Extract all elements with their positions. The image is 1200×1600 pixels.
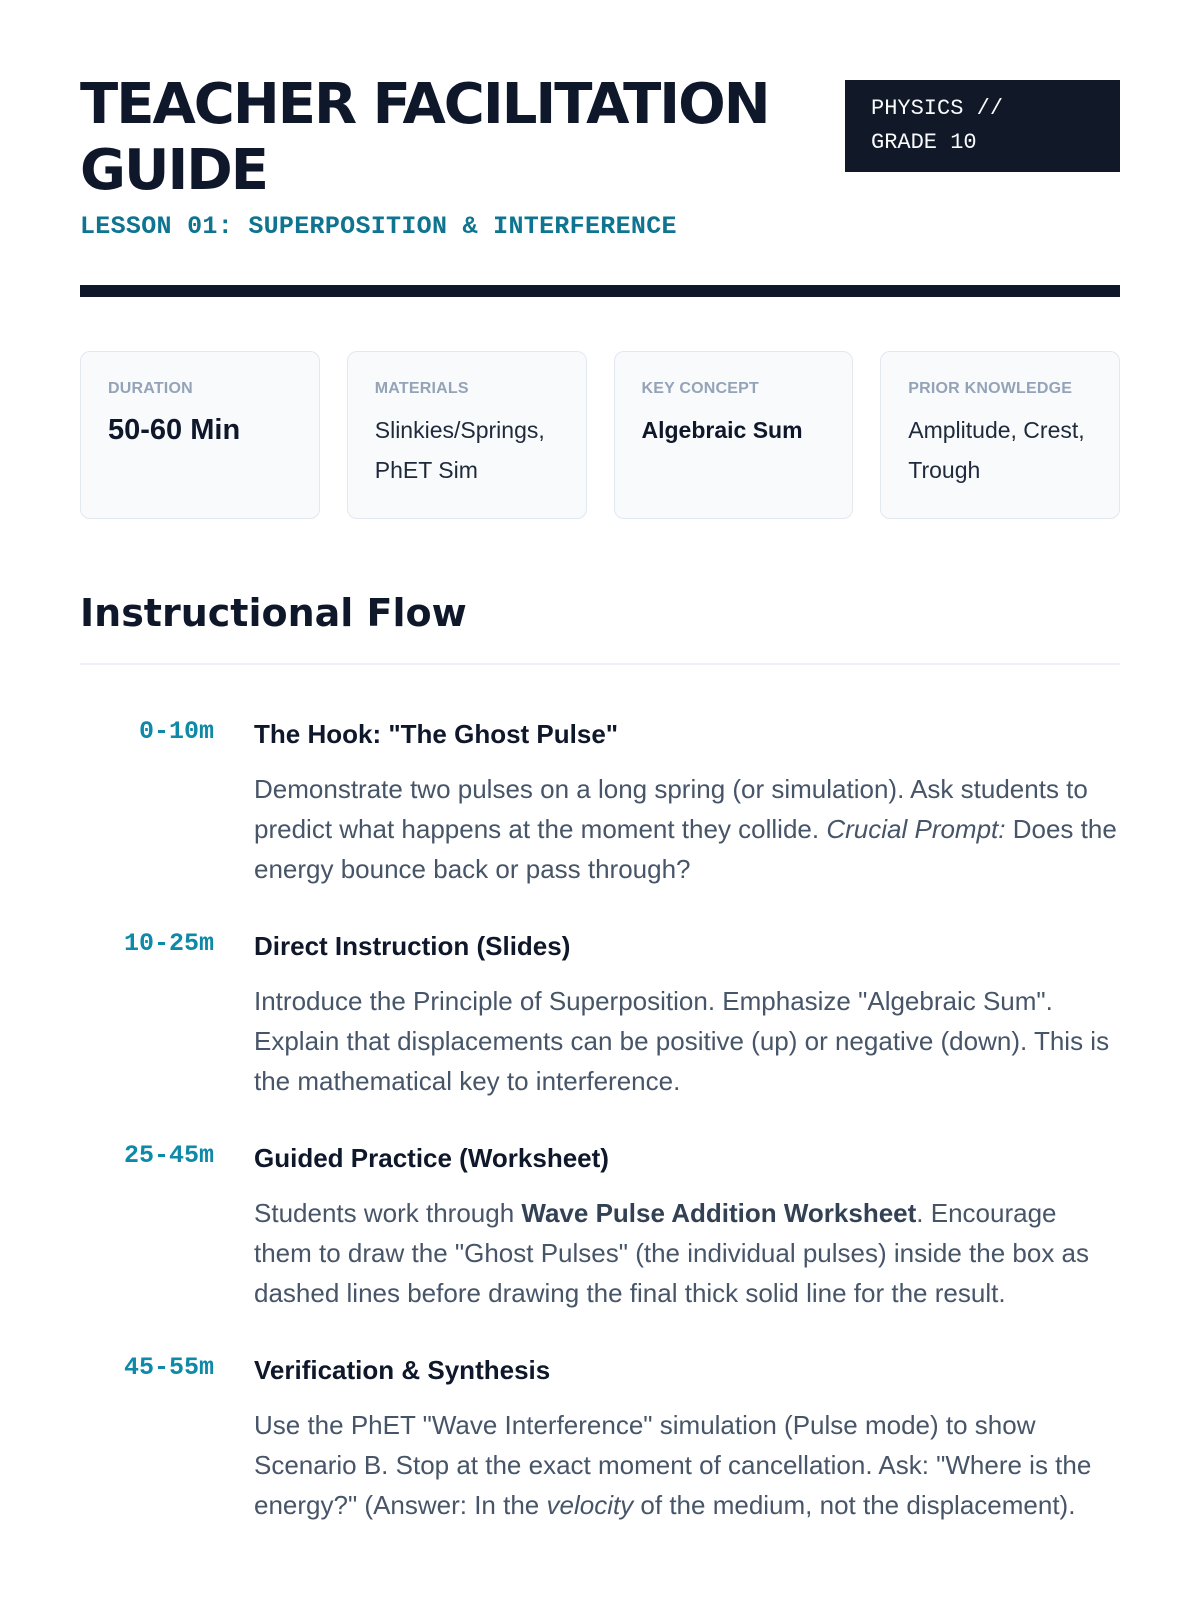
flow-text-part: Use the PhET "Wave Interference" simulation (Pulse mode) to show Scenario B. Stop at the exact moment of cancellation. Ask: "Where is the energy?" (Answer: In the xyxy=(254,1410,1092,1520)
flow-item-hook xyxy=(80,717,1120,889)
title-line-1: TEACHER FACILITATION xyxy=(80,72,769,137)
flow-text xyxy=(254,1193,1120,1313)
card-label: DURATION xyxy=(108,380,193,397)
title-block xyxy=(80,72,800,241)
flow-item-direct-instruction xyxy=(80,929,1120,1101)
card-value: Algebraic Sum xyxy=(641,417,803,443)
flow-body xyxy=(254,1141,1120,1313)
lesson-subtitle: LESSON 01: SUPERPOSITION & INTERFERENCE xyxy=(80,212,677,241)
flow-text: Introduce the Principle of Superposition. Emphasize "Algebraic Sum". Explain that displacements can be positive (up) or negative (down). This is the mathematical key to interference. xyxy=(254,986,1110,1096)
card-key-concept xyxy=(614,351,854,519)
flow-text-part: of the medium, not the displacement). xyxy=(633,1490,1076,1520)
card-label: PRIOR KNOWLEDGE xyxy=(908,380,1073,397)
flow-text-emphasis: Crucial Prompt: xyxy=(826,814,1006,844)
flow-item-verification xyxy=(80,1353,1120,1525)
flow-time: 0-10m xyxy=(138,717,214,746)
flow-text-part: . Encourage them to draw the "Ghost Pulses" (the individual pulses) inside the box as dashed lines before drawing the final thick solid line for the result. xyxy=(254,1198,1090,1308)
flow-body xyxy=(254,717,1120,889)
card-value: Slinkies/Springs, PhET Sim xyxy=(374,417,545,483)
badge-grade: GRADE 10 xyxy=(871,130,977,155)
card-duration xyxy=(80,351,320,519)
flow-text-part: Demonstrate two pulses on a long spring (or simulation). Ask students to predict what happens at the moment they collide. xyxy=(254,774,1088,844)
flow-time: 10-25m xyxy=(123,929,214,958)
flow-title: The Hook: "The Ghost Pulse" xyxy=(254,719,619,749)
card-label: MATERIALS xyxy=(374,380,469,397)
title-line-2: GUIDE xyxy=(80,138,268,203)
flow-body xyxy=(254,1353,1120,1525)
flow-title: Guided Practice (Worksheet) xyxy=(254,1143,609,1173)
flow-text xyxy=(254,769,1120,889)
flow-time: 25-45m xyxy=(123,1141,214,1170)
flow-text-emphasis: velocity xyxy=(546,1490,634,1520)
flow-title: Direct Instruction (Slides) xyxy=(254,931,571,961)
flow-text-part: Students work through xyxy=(254,1198,522,1228)
flow-item-guided-practice xyxy=(80,1141,1120,1313)
flow-body xyxy=(254,929,1120,1101)
flow-title: Verification & Synthesis xyxy=(254,1355,551,1385)
card-value: Amplitude, Crest, Trough xyxy=(908,417,1085,483)
card-prior-knowledge xyxy=(880,351,1120,519)
flow-text-part: Does the energy bounce back or pass through? xyxy=(254,814,1117,884)
badge-subject: PHYSICS // xyxy=(871,96,1004,121)
card-materials xyxy=(347,351,587,519)
header-divider xyxy=(80,285,1120,297)
flow-text-strong: Wave Pulse Addition Worksheet xyxy=(521,1198,917,1228)
section-divider xyxy=(80,663,1120,665)
card-value: 50-60 Min xyxy=(108,414,241,446)
flow-time: 45-55m xyxy=(123,1353,214,1382)
card-label: KEY CONCEPT xyxy=(641,380,759,397)
page-title xyxy=(80,72,800,204)
info-cards xyxy=(80,351,1120,519)
header xyxy=(80,72,1120,241)
flow-text xyxy=(254,1405,1120,1525)
section-title: Instructional Flow xyxy=(80,591,467,635)
subject-badge xyxy=(845,80,1120,172)
instructional-flow xyxy=(80,717,1120,1525)
